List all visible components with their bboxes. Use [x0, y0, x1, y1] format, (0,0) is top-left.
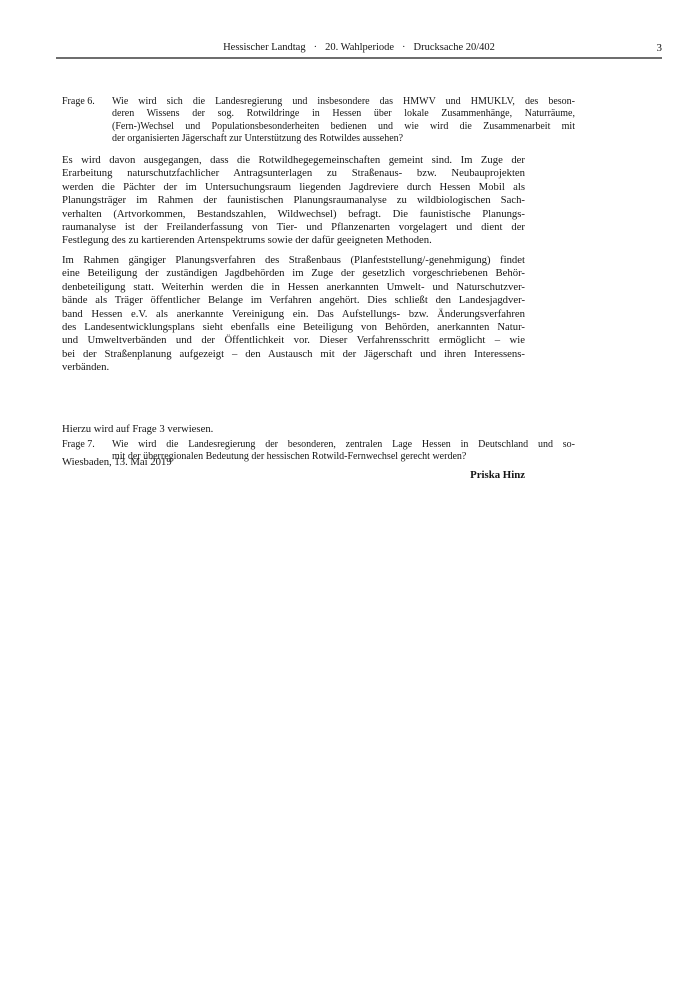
- text-line: eine Beteiligung der zuständigen Jagdbehörden im Zuge der gesetzlich vorgeschriebenen Behör-: [62, 267, 525, 280]
- text-line: Planungsträger im Rahmen der faunistischen Planungsraumanalyse zu wildbiologischen Sach-: [62, 194, 525, 207]
- text-line: des Landesentwicklungsplans sieht ebenfalls eine Beteiligung von Behörden, anerkannten Natur-: [62, 321, 525, 334]
- page-number: 3: [656, 42, 662, 54]
- running-head-separator: ·: [402, 42, 406, 53]
- text-line: bei der Straßenplanung aufgezeigt – den Austausch mit der Jägerschaft und ihren Interessens-: [62, 347, 525, 360]
- header-rule: [56, 57, 662, 59]
- answer-paragraph-1: [62, 154, 525, 248]
- text-line: denbeteiligung statt. Weiterhin werden die in Hessen anerkannten Umwelt- und Naturschutzver-: [62, 280, 525, 293]
- question-6-block: [62, 96, 575, 146]
- running-head: [56, 41, 662, 55]
- place-date-line: Wiesbaden, 13. Mai 2019: [62, 456, 172, 468]
- text-line: und Umweltverbänden und der Öffentlichkeit vor. Dieser Verfahrensschritt ermöglicht – wie: [62, 334, 525, 347]
- text-line: Im Rahmen gängiger Planungsverfahren des Straßenbaus (Planfeststellung/-genehmigung) findet: [62, 254, 525, 266]
- text-line: deren Wissens der sog. Rotwildringe in Hessen über lokale Zusammenhänge, Naturräume,: [112, 108, 575, 120]
- question-6-label: Frage 6.: [62, 96, 95, 107]
- text-line: verhalten (Artvorkommen, Bestandszahlen, Wildwechsel) befragt. Die faunistische Planungs-: [62, 207, 525, 220]
- text-line: bände als Träger öffentlicher Belange im Verfahren angehört. Dies schließt den Landesjagdver-: [62, 294, 525, 307]
- text-line: werden die Pächter der im Untersuchungsraum liegenden Jagdreviere durch Hessen Mobil als: [62, 180, 525, 193]
- running-head-separator: ·: [313, 42, 318, 53]
- text-line: Festlegung des zu kartierenden Artenspektrums sowie der dafür geeigneten Methoden.: [62, 234, 432, 247]
- signature-name: Priska Hinz: [470, 469, 525, 481]
- text-line: (Fern-)Wechsel und Populationsbesonderheiten bedienen und wie wird die Zusammenarbeit mit: [112, 120, 575, 132]
- running-head-drucksache: Drucksache 20/402: [413, 42, 495, 53]
- running-head-period: 20. Wahlperiode: [325, 42, 395, 53]
- text-line: der organisierten Jägerschaft zur Unterstützung des Rotwildes aussehen?: [112, 133, 404, 145]
- answer-paragraph-2: [62, 254, 525, 375]
- text-line: Wie wird die Landesregierung der besonderen, zentralen Lage Hessen in Deutschland und so-: [112, 438, 575, 450]
- text-line: mit der überregionalen Bedeutung der hessischen Rotwild-Fernwechsel gerecht werden?: [112, 451, 467, 463]
- question-7-label: Frage 7.: [62, 438, 95, 450]
- text-line: Wie wird sich die Landesregierung und insbesondere das HMWV und HMUKLV, des beson-: [112, 96, 575, 107]
- reference-line: Hierzu wird auf Frage 3 verwiesen.: [62, 423, 214, 435]
- text-line: Erarbeitung naturschutzfachlicher Antragsunterlagen zu Straßenaus- bzw. Neubauprojekten: [62, 167, 525, 180]
- text-line: verbänden.: [62, 361, 110, 374]
- text-line: Es wird davon ausgegangen, dass die Rotwildhegegemeinschaften gemeint sind. Im Zuge der: [62, 154, 525, 166]
- question-6-text: [112, 96, 575, 146]
- text-line: raumanalyse ist der Freilanderfassung von Tier- und Pflanzenarten vorgelagert und dient der: [62, 221, 525, 234]
- text-line: band Hessen e.V. als anerkannte Vereinigung ein. Das Aufstellungs- bzw. Änderungsverfahren: [62, 307, 525, 320]
- running-head-publisher: Hessischer Landtag: [223, 42, 306, 53]
